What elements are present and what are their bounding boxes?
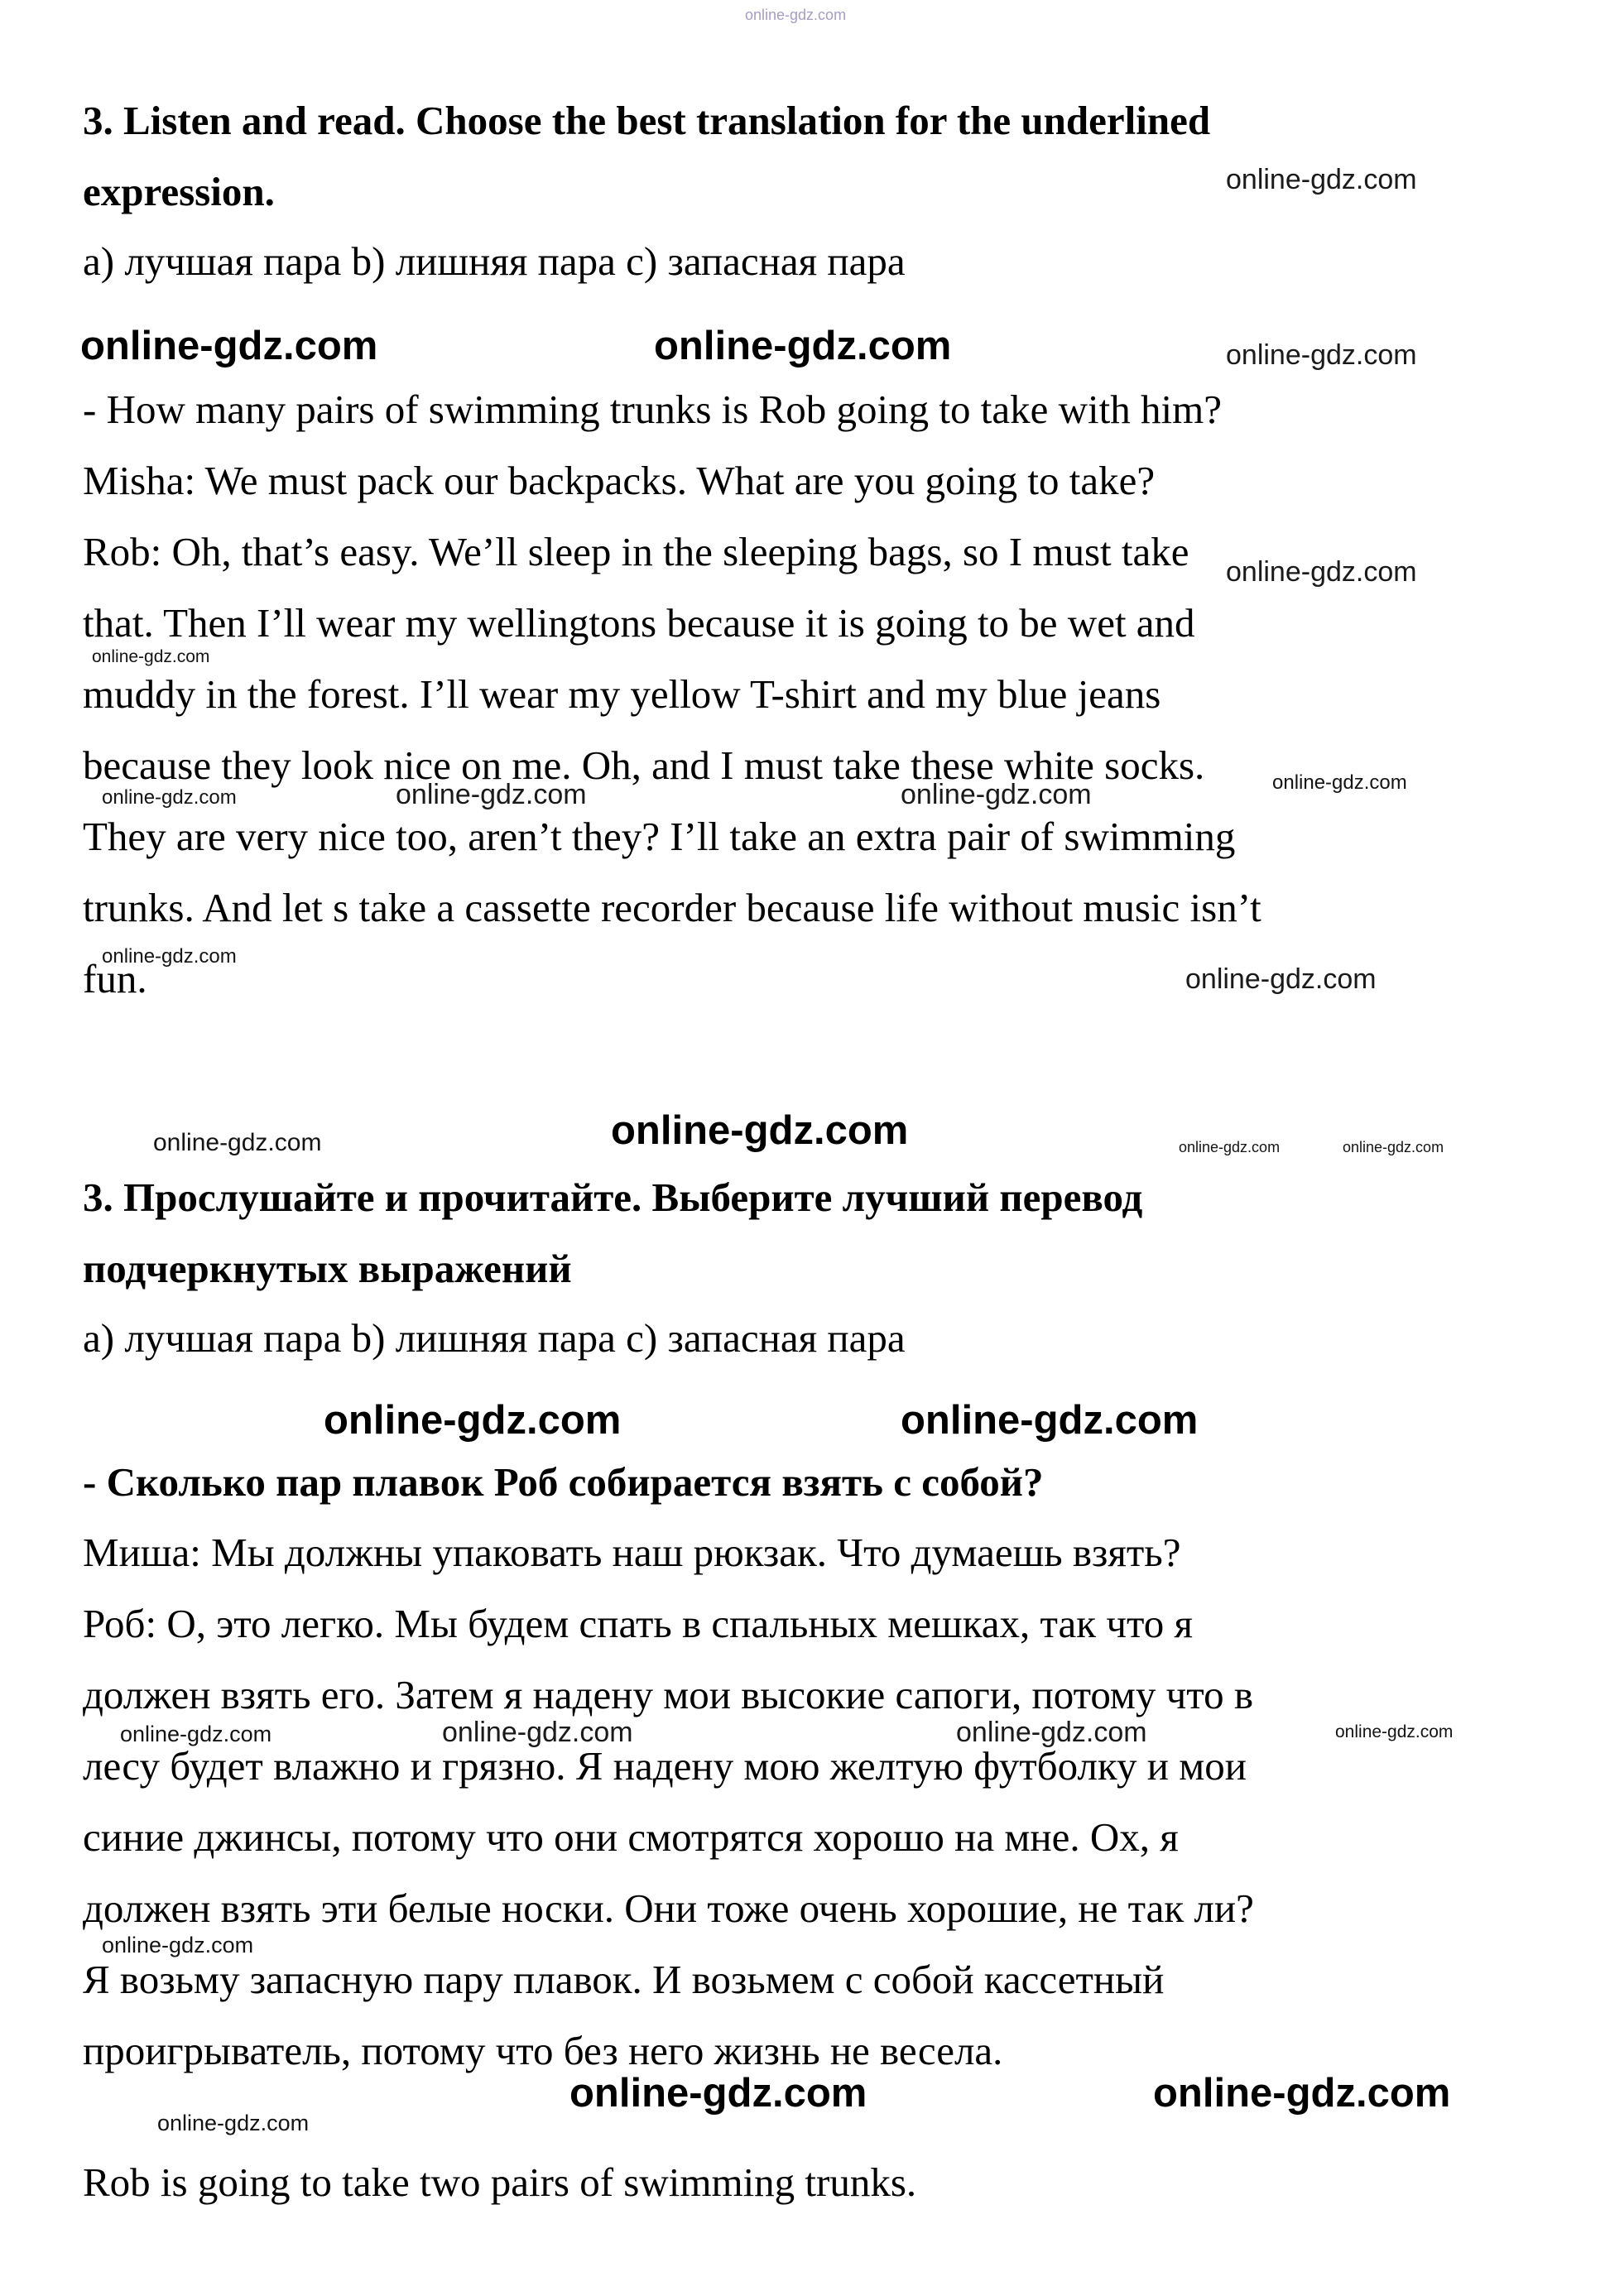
watermark: online-gdz.com	[1226, 339, 1417, 371]
watermark: online-gdz.com	[120, 1722, 272, 1746]
dialogue-line-en: fun.	[83, 956, 147, 1001]
task-en-options: a) лучшая пара b) лишняя пара c) запасная пара	[83, 238, 906, 284]
dialogue-line-ru: Миша: Мы должны упаковать наш рюкзак. Что думаешь взять?	[83, 1530, 1181, 1575]
answer-line: Rob is going to take two pairs of swimming trunks.	[83, 2159, 917, 2205]
dialogue-line-en: trunks. And let s take a cassette recorder because life without music isn’t	[83, 885, 1261, 930]
watermark: online-gdz.com	[611, 1108, 909, 1153]
watermark: online-gdz.com	[1226, 556, 1417, 588]
task-ru-heading-line-1: 3. Прослушайте и прочитайте. Выберите лучший перевод	[83, 1174, 1143, 1220]
watermark: online-gdz.com	[396, 779, 587, 810]
watermark: online-gdz.com	[1185, 963, 1377, 995]
watermark: online-gdz.com	[1272, 771, 1407, 794]
watermark: online-gdz.com	[153, 1129, 322, 1156]
watermark: online-gdz.com	[92, 647, 210, 666]
watermark: online-gdz.com	[157, 2111, 310, 2135]
dialogue-line-en: Misha: We must pack our backpacks. What are you going to take?	[83, 458, 1156, 503]
dialogue-line-en: because they look nice on me. Oh, and I must take these white socks.	[83, 742, 1205, 788]
watermark: online-gdz.com	[745, 7, 847, 23]
watermark: online-gdz.com	[102, 786, 237, 809]
dialogue-line-en: - How many pairs of swimming trunks is Rob going to take with him?	[83, 387, 1222, 432]
watermark: online-gdz.com	[324, 1398, 622, 1443]
watermark: online-gdz.com	[654, 324, 952, 368]
watermark: online-gdz.com	[1153, 2071, 1451, 2116]
task-en-heading-line-1: 3. Listen and read. Choose the best translation for the underlined	[83, 98, 1211, 143]
watermark: online-gdz.com	[901, 1398, 1199, 1443]
task-en-heading-line-2: expression.	[83, 169, 275, 214]
dialogue-line-ru: должен взять эти белые носки. Они тоже очень хорошие, не так ли?	[83, 1885, 1254, 1931]
watermark: online-gdz.com	[1343, 1139, 1444, 1155]
watermark: online-gdz.com	[102, 945, 237, 968]
watermark: online-gdz.com	[1179, 1139, 1281, 1155]
watermark: online-gdz.com	[80, 324, 378, 368]
watermark: online-gdz.com	[901, 779, 1092, 810]
watermark: online-gdz.com	[1226, 164, 1417, 195]
dialogue-line-en: Rob: Oh, that’s easy. We’ll sleep in the sleeping bags, so I must take	[83, 529, 1189, 574]
dialogue-line-ru: Я возьму запасную пару плавок. И возьмем с собой кассетный	[83, 1957, 1165, 2002]
dialogue-line-ru: должен взять его. Затем я надену мои высокие сапоги, потому что в	[83, 1672, 1253, 1717]
dialogue-line-en: They are very nice too, aren’t they? I’ll take an extra pair of swimming	[83, 814, 1236, 859]
task-ru-heading-line-2: подчеркнутых выражений	[83, 1246, 572, 1291]
dialogue-line-en: that. Then I’ll wear my wellingtons because it is going to be wet and	[83, 600, 1195, 646]
watermark: online-gdz.com	[569, 2071, 867, 2116]
dialogue-line-en: muddy in the forest. I’ll wear my yellow T-shirt and my blue jeans	[83, 671, 1161, 717]
task-ru-options: a) лучшая пара b) лишняя пара c) запасная пара	[83, 1315, 906, 1361]
watermark: online-gdz.com	[442, 1717, 633, 1748]
watermark: online-gdz.com	[1335, 1722, 1454, 1741]
dialogue-line-ru: лесу будет влажно и грязно. Я надену мою желтую футболку и мои	[83, 1743, 1247, 1789]
dialogue-line-ru: синие джинсы, потому что они смотрятся хорошо на мне. Ох, я	[83, 1814, 1179, 1860]
dialogue-line-ru: проигрыватель, потому что без него жизнь не весела.	[83, 2028, 1003, 2073]
task-ru-question: - Сколько пар плавок Роб собирается взять с собой?	[83, 1459, 1044, 1505]
dialogue-line-ru: Роб: О, это легко. Мы будем спать в спальных мешках, так что я	[83, 1601, 1194, 1646]
watermark: online-gdz.com	[102, 1933, 254, 1957]
watermark: online-gdz.com	[956, 1717, 1147, 1748]
